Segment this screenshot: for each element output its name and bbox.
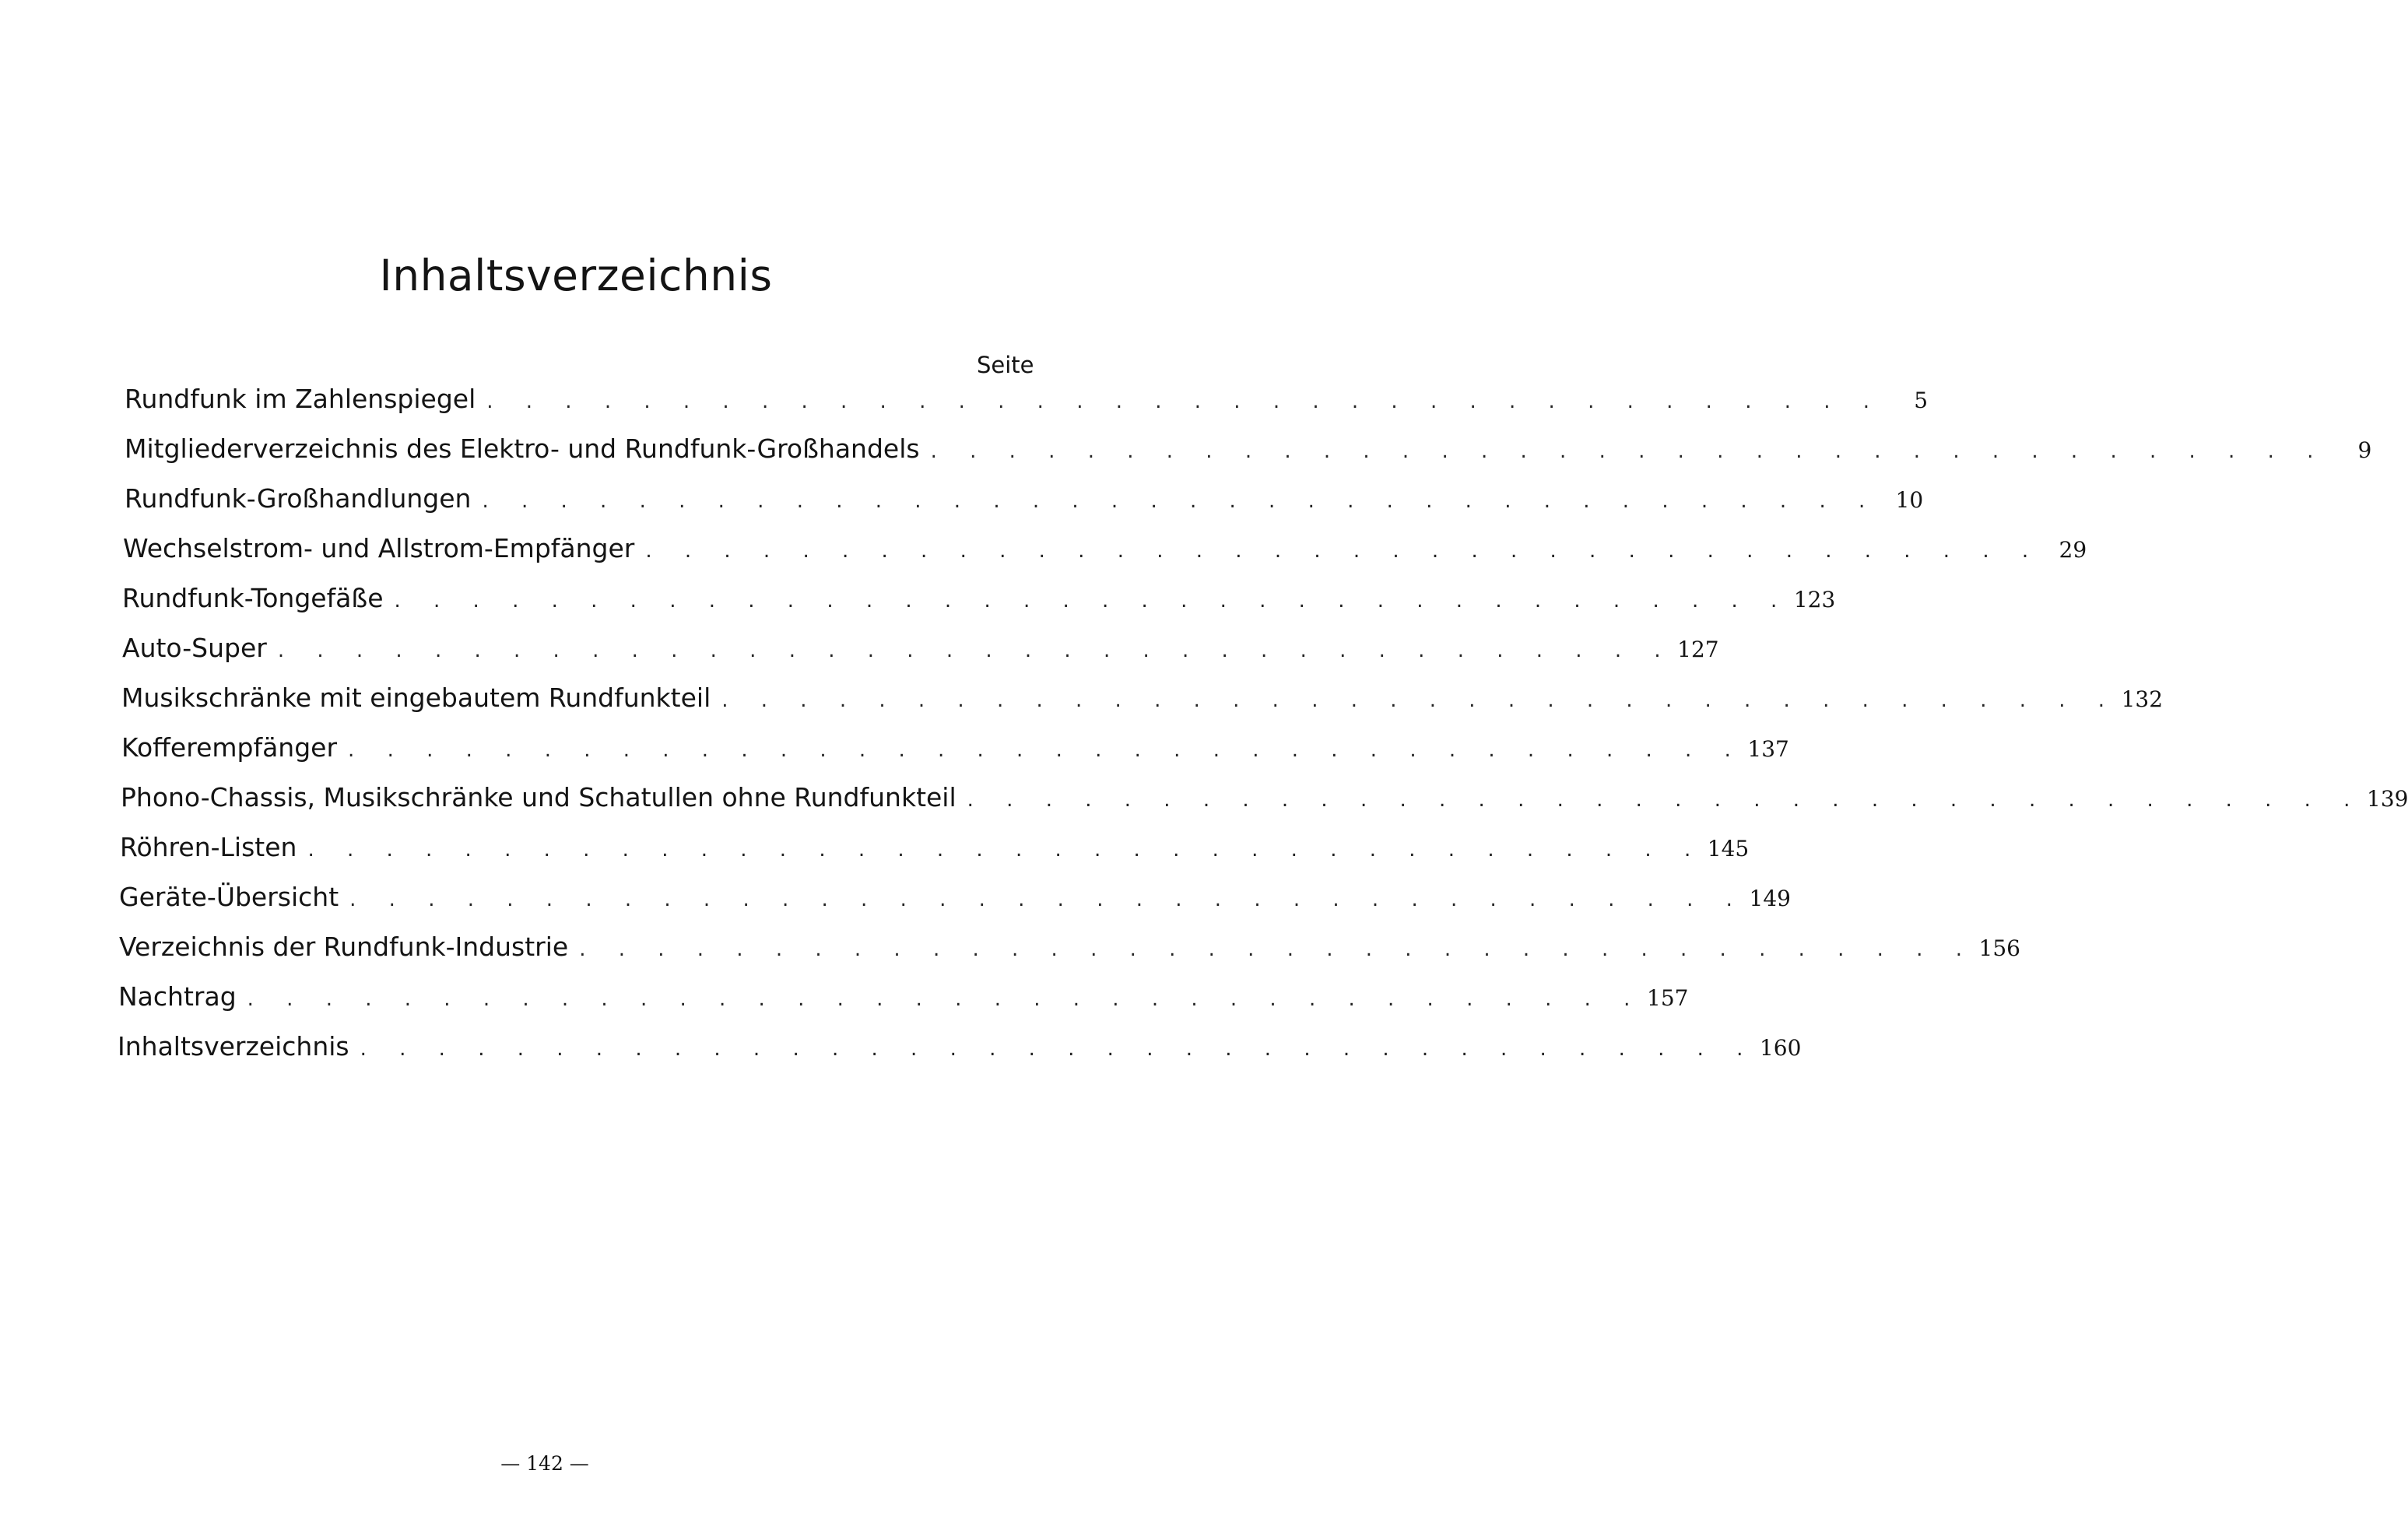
leader-dots: . . . . . . . . . . . . . . . . . . . . . . . . . . . . . . . . . . . . (348, 739, 1744, 762)
toc-entry-label: Phono-Chassis, Musikschränke und Schatullen ohne Rundfunkteil (121, 782, 957, 812)
toc-entry (125, 482, 1924, 518)
leader-dots: . . . . . . . . . . . . . . . . . . . . . . . . . . . . . . . . . . . . (247, 988, 1644, 1011)
toc-entry-page: 137 (1747, 736, 1789, 762)
toc-entry-page: 10 (1895, 487, 1924, 513)
toc-entry (118, 1030, 1802, 1066)
toc-entry-label: Röhren-Listen (120, 832, 297, 862)
leader-dots: . . . . . . . . . . . . . . . . . . . . . . . . . . . . . . . . . . . . (579, 938, 1975, 961)
leader-dots: . . . . . . . . . . . . . . . . . . . . . . . . . . . . . . . . . . . . (967, 788, 2364, 812)
toc-entry-page: 9 (2357, 437, 2372, 463)
toc-entry-page: 127 (1677, 637, 1719, 662)
toc-entry-page: 160 (1759, 1035, 1802, 1061)
toc-entry-label: Verzeichnis der Rundfunk-Industrie (119, 932, 569, 962)
toc-entry (121, 681, 2164, 718)
toc-entry (125, 432, 2372, 468)
toc-entry-page: 5 (1914, 388, 1929, 413)
toc-entry-label: Inhaltsverzeichnis (118, 1031, 349, 1062)
toc-entry (125, 382, 1929, 419)
leader-dots: . . . . . . . . . . . . . . . . . . . . . . . . . . . . . . . . . . . . (277, 639, 1674, 662)
toc-entry-page: 29 (2059, 537, 2087, 563)
toc-entry (120, 830, 1750, 867)
leader-dots: . . . . . . . . . . . . . . . . . . . . . . . . . . . . . . . . . . . . (486, 390, 1883, 413)
toc-entry (118, 980, 1689, 1016)
toc-entry-label: Rundfunk-Tongefäße (122, 583, 384, 613)
page-title: Inhaltsverzeichnis (379, 251, 773, 300)
toc-entry (123, 532, 2087, 568)
toc-entry (122, 631, 1719, 668)
leader-dots: . . . . . . . . . . . . . . . . . . . . . . . . . . . . . . . . . . . . (360, 1037, 1757, 1061)
leader-dots: . . . . . . . . . . . . . . . . . . . . . . . . . . . . . . . . . . . . (482, 490, 1879, 513)
toc-entry-page: 139 (2367, 786, 2408, 812)
toc-entry (119, 880, 1791, 917)
toc-entry-label: Nachtrag (118, 981, 237, 1012)
toc-entry-label: Geräte-Übersicht (119, 882, 339, 912)
toc-entry (119, 930, 2020, 967)
toc-entry (121, 781, 2408, 817)
toc-entry-label: Rundfunk im Zahlenspiegel (125, 384, 476, 414)
toc-entry-label: Musikschränke mit eingebautem Rundfunkteil (121, 683, 711, 713)
toc-entry-label: Auto-Super (122, 633, 267, 663)
leader-dots: . . . . . . . . . . . . . . . . . . . . . . . . . . . . . . . . . . . . (394, 589, 1791, 612)
toc-entry-page: 149 (1749, 886, 1791, 911)
leader-dots: . . . . . . . . . . . . . . . . . . . . . . . . . . . . . . . . . . . . (721, 689, 2118, 712)
leader-dots: . . . . . . . . . . . . . . . . . . . . . . . . . . . . . . . . . . . . (349, 888, 1746, 911)
page-column-header: Seite (977, 352, 1034, 378)
toc-entry-page: 157 (1647, 985, 1689, 1011)
toc-entry (122, 581, 1836, 618)
leader-dots: . . . . . . . . . . . . . . . . . . . . . . . . . . . . . . . . . . . . (930, 440, 2327, 463)
toc-entry-label: Kofferempfänger (121, 732, 338, 763)
toc-entry-page: 145 (1707, 836, 1750, 861)
leader-dots: . . . . . . . . . . . . . . . . . . . . . . . . . . . . . . . . . . . . (307, 838, 1704, 861)
toc-entry-label: Rundfunk-Großhandlungen (125, 483, 472, 514)
toc-entry-page: 156 (1978, 935, 2020, 961)
page-number: — 142 — (500, 1452, 589, 1475)
toc-entry-label: Mitgliederverzeichnis des Elektro- und Rundfunk-Großhandels (125, 433, 920, 464)
toc-entry (121, 731, 1789, 767)
toc-entry-label: Wechselstrom- und Allstrom-Empfänger (123, 533, 635, 563)
leader-dots: . . . . . . . . . . . . . . . . . . . . . . . . . . . . . . . . . . . . (645, 539, 2042, 563)
toc-entry-page: 132 (2121, 686, 2164, 712)
toc-entry-page: 123 (1793, 587, 1836, 612)
